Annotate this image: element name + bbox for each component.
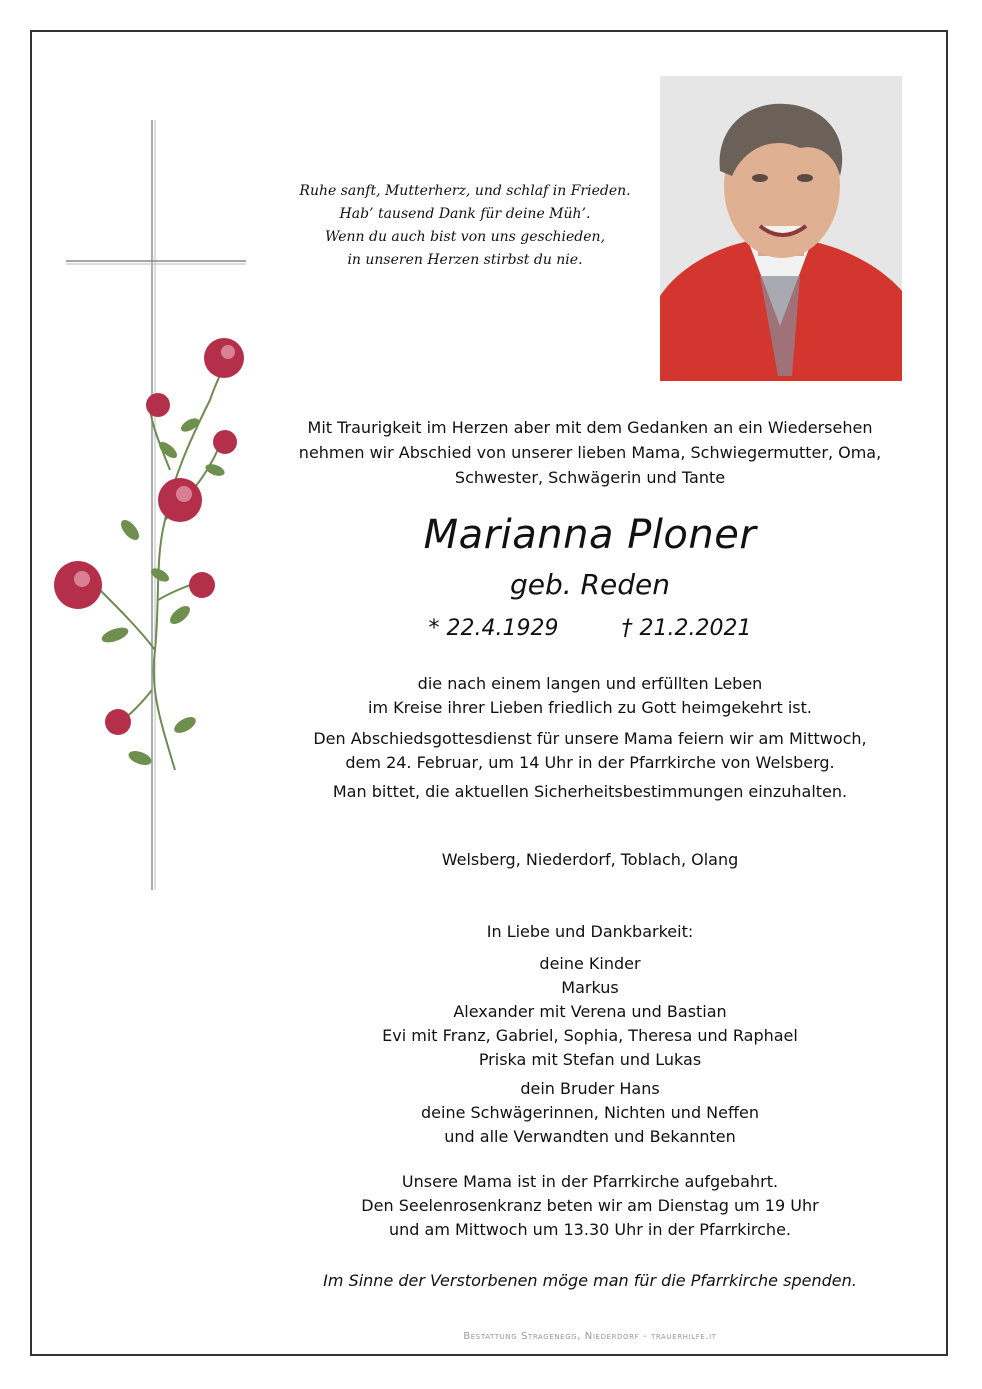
death-date: † 21.2.2021 <box>621 616 752 641</box>
family-list <box>270 952 910 1072</box>
wake-info <box>270 1170 910 1242</box>
family-line: Markus <box>561 978 619 997</box>
family-line: Evi mit Franz, Gabriel, Sophia, Theresa und Raphael <box>382 1026 798 1045</box>
maiden-name: geb. Reden <box>509 568 670 601</box>
passing-line: im Kreise ihrer Lieben friedlich zu Gott heimgekehrt ist. <box>368 698 812 717</box>
family-line: Priska mit Stefan und Lukas <box>478 1050 702 1069</box>
places-line: Welsberg, Niederdorf, Toblach, Olang <box>441 850 739 869</box>
service-line: Den Abschiedsgottesdienst für unsere Mama feiern wir am Mittwoch, <box>313 729 867 748</box>
safety-notice: Man bittet, die aktuellen Sicherheitsbestimmungen einzuhalten. <box>332 782 848 801</box>
poem-line: Ruhe sanft, Mutterherz, und schlaf in Frieden. <box>299 183 631 199</box>
memorial-poem <box>270 180 660 272</box>
passing-text <box>270 672 910 720</box>
wake-line: Unsere Mama ist in der Pfarrkirche aufgebahrt. <box>401 1172 779 1191</box>
intro-line: Mit Traurigkeit im Herzen aber mit dem Gedanken an ein Wiedersehen <box>307 418 873 437</box>
birth-date: * 22.4.1929 <box>428 616 559 641</box>
donation-note: Im Sinne der Verstorbenen möge man für die Pfarrkirche spenden. <box>323 1271 857 1290</box>
wake-line: und am Mittwoch um 13.30 Uhr in der Pfarrkirche. <box>388 1220 791 1239</box>
relatives-list <box>270 1077 910 1149</box>
intro-line: nehmen wir Abschied von unserer lieben Mama, Schwiegermutter, Oma, <box>298 443 882 462</box>
service-text <box>270 727 910 775</box>
life-dates <box>270 616 910 641</box>
intro-text <box>270 415 910 490</box>
wake-line: Den Seelenrosenkranz beten wir am Dienstag um 19 Uhr <box>361 1196 819 1215</box>
relatives-line: und alle Verwandten und Bekannten <box>444 1127 736 1146</box>
family-line: Alexander mit Verena und Bastian <box>453 1002 727 1021</box>
thanks-heading: In Liebe und Dankbarkeit: <box>486 922 694 941</box>
relatives-line: dein Bruder Hans <box>520 1079 660 1098</box>
relatives-line: deine Schwägerinnen, Nichten und Neffen <box>421 1103 759 1122</box>
deceased-portrait <box>660 76 902 381</box>
service-line: dem 24. Februar, um 14 Uhr in der Pfarrkirche von Welsberg. <box>345 753 835 772</box>
deceased-name: Marianna Ploner <box>423 512 757 558</box>
poem-line: Hab’ tausend Dank für deine Müh’. <box>339 206 591 222</box>
roses-illustration <box>40 330 260 790</box>
family-line: deine Kinder <box>539 954 641 973</box>
poem-line: Wenn du auch bist von uns geschieden, <box>324 229 606 245</box>
intro-line: Schwester, Schwägerin und Tante <box>454 468 726 487</box>
poem-line: in unseren Herzen stirbst du nie. <box>347 252 583 268</box>
passing-line: die nach einem langen und erfüllten Leben <box>417 674 763 693</box>
footer-credit: Bestattung Stragenegg, Niederdorf - trauerhilfe.it <box>463 1331 717 1342</box>
